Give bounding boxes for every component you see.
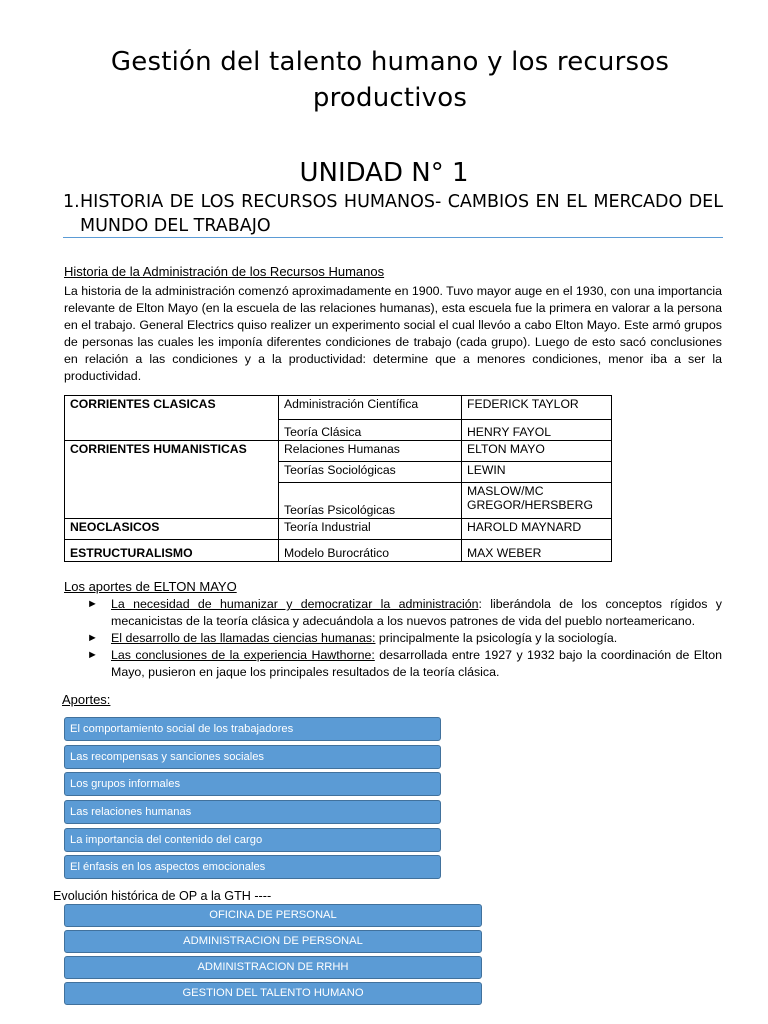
table-row — [65, 396, 612, 420]
table-cell-category: NEOCLASICOS — [65, 519, 279, 540]
arrow-bullet-icon: ► — [87, 598, 98, 610]
list-item — [87, 647, 722, 681]
table-cell-theory: Teorías Sociológicas — [279, 462, 462, 483]
aporte-box: Los grupos informales — [64, 772, 441, 796]
table-cell-theory: Modelo Burocrático — [279, 540, 462, 562]
bullet-lead: La necesidad de humanizar y democratizar la administración — [111, 597, 479, 611]
table-cell-author: HAROLD MAYNARD — [462, 519, 612, 540]
evolucion-box: ADMINISTRACION DE RRHH — [64, 956, 482, 979]
aporte-box: Las recompensas y sanciones sociales — [64, 745, 441, 769]
table-cell-author: ELTON MAYO — [462, 441, 612, 462]
table-cell-theory: Teoría Clásica — [279, 420, 462, 441]
section-number: 1. — [63, 192, 80, 212]
bullet-lead: Las conclusiones de la experiencia Hawthorne: — [111, 648, 375, 662]
document-title: Gestión del talento humano y los recursos productivos — [110, 47, 670, 113]
table-cell-theory: Administración Científica — [279, 396, 462, 420]
bullet-lead: El desarrollo de las llamadas ciencias humanas: — [111, 631, 376, 645]
heading-underline — [63, 237, 723, 238]
aporte-box: El énfasis en los aspectos emocionales — [64, 855, 441, 879]
table-cell-author: MASLOW/MC GREGOR/HERSBERG — [462, 483, 612, 519]
corrientes-table — [64, 395, 612, 562]
bullet-text: principalmente la psicología y la sociología. — [375, 631, 618, 645]
section-heading-text: HISTORIA DE LOS RECURSOS HUMANOS- CAMBIOS EN EL MERCADO DEL MUNDO DEL TRABAJO — [80, 192, 723, 236]
table-cell-author: LEWIN — [462, 462, 612, 483]
arrow-bullet-icon: ► — [87, 649, 98, 661]
history-paragraph: La historia de la administración comenzó aproximadamente en 1900. Tuvo mayor auge en el 1930, con una importancia relevante de Elton Mayo (en la escuela de las relaciones humanas), esta escuela fue la primera en valorar a la persona en el trabajo. General Electrics quiso realizer un experimento social el cual llevóo a cabo Elton Mayo. Este armó grupos de personas las cuales les imponía diferentes condiciones de trabajo (cada grupo). Luego de esto sacó conclusiones en relación a las condiciones y a la productividad: determine que a menores condiciones, menor iba a ser la productividad. — [64, 284, 722, 383]
table-row — [65, 441, 612, 462]
table-cell-author: FEDERICK TAYLOR — [462, 396, 612, 420]
evolucion-box: OFICINA DE PERSONAL — [64, 904, 482, 927]
table-cell-theory: Teorías Psicológicas — [279, 483, 462, 519]
bullet-text: desarrollada entre 1927 y 1932 bajo la coordinación de Elton Mayo, pusieron en jaque los principales resultados de la teoría clásica. — [111, 648, 722, 679]
aportes-list — [64, 717, 441, 883]
evolucion-box: GESTION DEL TALENTO HUMANO — [64, 982, 482, 1005]
history-subheading: Historia de la Administración de los Recursos Humanos — [64, 264, 385, 279]
table-cell-theory: Teoría Industrial — [279, 519, 462, 540]
aportes-mayo-heading: Los aportes de ELTON MAYO — [64, 579, 237, 594]
section-heading — [63, 190, 723, 238]
unit-title: UNIDAD N° 1 — [299, 158, 469, 188]
evolucion-box: ADMINISTRACION DE PERSONAL — [64, 930, 482, 953]
bullet-text: : liberándola de los conceptos rígidos y mecanicistas de la teoría clásica y adecuándola a los nuevos patrones de vida del pueblo norteamericano. — [111, 597, 723, 628]
aportes-label: Aportes: — [62, 692, 111, 707]
list-item — [87, 630, 722, 647]
table-row — [65, 540, 612, 562]
arrow-bullet-icon: ► — [87, 632, 98, 644]
evolucion-label: Evolución histórica de OP a la GTH ---- — [53, 889, 272, 903]
evolucion-list — [64, 904, 482, 1008]
table-cell-theory: Relaciones Humanas — [279, 441, 462, 462]
aportes-mayo-list — [87, 596, 722, 681]
table-cell-author: HENRY FAYOL — [462, 420, 612, 441]
table-cell-category: ESTRUCTURALISMO — [65, 540, 279, 562]
aporte-box: La importancia del contenido del cargo — [64, 828, 441, 852]
table-cell-category: CORRIENTES HUMANISTICAS — [65, 441, 279, 519]
table-cell-author: MAX WEBER — [462, 540, 612, 562]
table-row — [65, 519, 612, 540]
aporte-box: Las relaciones humanas — [64, 800, 441, 824]
table-cell-category: CORRIENTES CLASICAS — [65, 396, 279, 441]
list-item — [87, 596, 722, 630]
aporte-box: El comportamiento social de los trabajadores — [64, 717, 441, 741]
